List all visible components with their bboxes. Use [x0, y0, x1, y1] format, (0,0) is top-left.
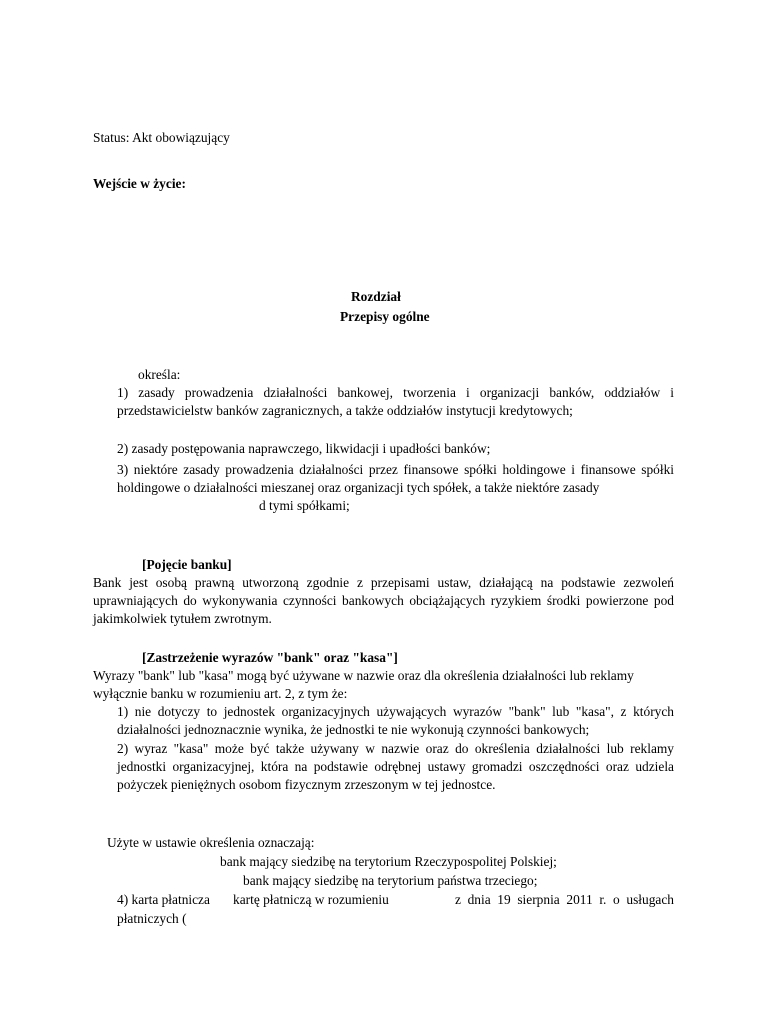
- reservation-item-1: 1) nie dotyczy to jednostek organizacyjnych używających wyrazów "bank" lub "kasa", z których działalności jednoznacznie wynika, że jednostki te nie wykonują czynności bankowych;: [117, 704, 674, 737]
- definition-4-label: 4) karta płatnicza: [117, 892, 210, 907]
- scope-item-2: 2) zasady postępowania naprawczego, likwidacji i upadłości banków;: [117, 441, 491, 456]
- definition-1: bank mający siedzibę na terytorium Rzeczypospolitej Polskiej;: [220, 854, 557, 869]
- scope-item-3-tail: d tymi spółkami;: [259, 498, 350, 513]
- scope-intro: określa:: [138, 367, 181, 382]
- definition-2: bank mający siedzibę na terytorium państwa trzeciego;: [243, 873, 538, 888]
- chapter-subtitle: Przepisy ogólne: [340, 309, 430, 324]
- bank-concept-heading: [Pojęcie banku]: [142, 557, 232, 572]
- reservation-heading: [Zastrzeżenie wyrazów "bank" oraz "kasa"]: [142, 650, 398, 665]
- bank-concept-text: Bank jest osobą prawną utworzoną zgodnie z przepisami ustaw, działającą na podstawie zezwoleń uprawniających do wykonywania czynności bankowych obciążających ryzykiem środki powierzone pod jakimkolwiek tytułem zwrotnym.: [93, 575, 674, 626]
- scope-item-3: 3) niektóre zasady prowadzenia działalności przez finansowe spółki holdingowe i finansowe spółki holdingowe o działalności mieszanej oraz organizacji tych spółek, a także niektóre zasady: [117, 462, 674, 495]
- status-line: Status: Akt obowiązujący: [93, 130, 230, 145]
- reservation-text: Wyrazy "bank" lub "kasa" mogą być używane w nazwie oraz dla określenia działalności lub reklamy wyłącznie banku w rozumieniu art. 2, z tym że:: [93, 668, 634, 701]
- definition-4-end: z dnia 19 sierpnia 2011 r. o usługach: [455, 892, 674, 907]
- reservation-item-2: 2) wyraz "kasa" może być także używany w nazwie oraz do określenia działalności lub reklamy jednostki organizacyjnej, która na podstawie odrębnej ustawy gromadzi oszczędności oraz udziela pożyczek pieniężnych osobom fizycznym zrzeszonym w tej jednostce.: [117, 741, 674, 792]
- chapter-title: Rozdział: [351, 289, 401, 304]
- scope-item-1: 1) zasady prowadzenia działalności bankowej, tworzenia i organizacji banków, oddziałów i przedstawicielstw banków zagranicznych, a także oddziałów instytucji kredytowych;: [117, 385, 674, 418]
- definition-4-line2: płatniczych (: [117, 911, 187, 926]
- entry-into-force-label: Wejście w życie:: [93, 176, 186, 191]
- definitions-intro: Użyte w ustawie określenia oznaczają:: [107, 835, 315, 850]
- definition-4-mid: kartę płatniczą w rozumieniu: [233, 892, 389, 907]
